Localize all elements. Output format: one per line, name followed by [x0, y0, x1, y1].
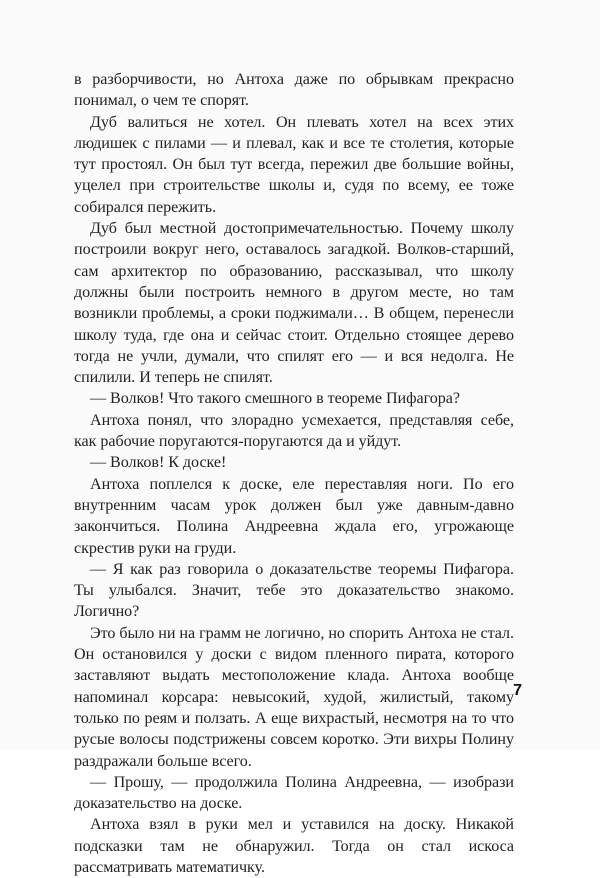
- paragraph: Антоха понял, что злорадно усмехается, представляя себе, как рабочие поругаются-поругаются да и уйдут.: [74, 411, 514, 451]
- dialogue-line: — Волков! К доске!: [90, 454, 227, 472]
- paragraph: Дуб был местной достопримечательностью. Почему школу построили вокруг него, оставалось загадкой. Волков-старший, сам архитектор по образованию, рассказывал, что школу должны были построить немного в другом месте, но там возникли проблемы, а сроки поджимали… В общем, перенесли школу туда, где она и сейчас стоит. Отдельно стоящее дерево тогда не учли, думали, что спилят его — и вся недолга. Не спилили. И теперь не спилят.: [74, 220, 514, 387]
- paragraph: в разборчивости, но Антоха даже по обрывкам прекрасно понимал, о чем те спорят.: [74, 71, 514, 110]
- page-number: 7: [513, 682, 522, 699]
- dialogue-line: — Прошу, — продолжила Полина Андреевна, — изобрази доказательство на доске.: [74, 773, 514, 813]
- dialogue-line: — Я как раз говорила о доказательстве теоремы Пифагора. Ты улыбался. Значит, тебе это доказательство знакомо. Логично?: [74, 560, 514, 621]
- paragraph: Это было ни на грамм не логично, но спорить Антоха не стал. Он остановился у доски с видом пленного пирата, которого заставляют выдать местоположение клада. Антоха вообще напоминал корсара: невысокий, худой, жилистый, такому только по реям и ползать. А еще вихрастый, несмотря на то что русые волосы подстрижены совсем коротко. Эти вихры Полину раздражали больше всего.: [74, 624, 514, 770]
- dialogue-line: — Волков! Что такого смешного в теореме Пифагора?: [90, 390, 460, 408]
- body-text: [74, 69, 514, 878]
- paragraph: Дуб валиться не хотел. Он плевать хотел на всех этих людишек с пилами — и плевал, как и все те столетия, которые тут простоял. Он был тут всегда, пережил две большие войны, уцелел при строительстве школы и, судя по всему, ее тоже собирался пережить.: [74, 113, 514, 216]
- paragraph: Антоха поплелся к доске, еле переставляя ноги. По его внутренним часам урок должен был уже давным-давно закончиться. Полина Андреевна ждала его, угрожающе скрестив руки на груди.: [74, 475, 514, 557]
- paragraph: Антоха взял в руки мел и уставился на доску. Никакой подсказки там не обнаружил. Тогда он стал искоса рассматривать математичку.: [74, 816, 514, 876]
